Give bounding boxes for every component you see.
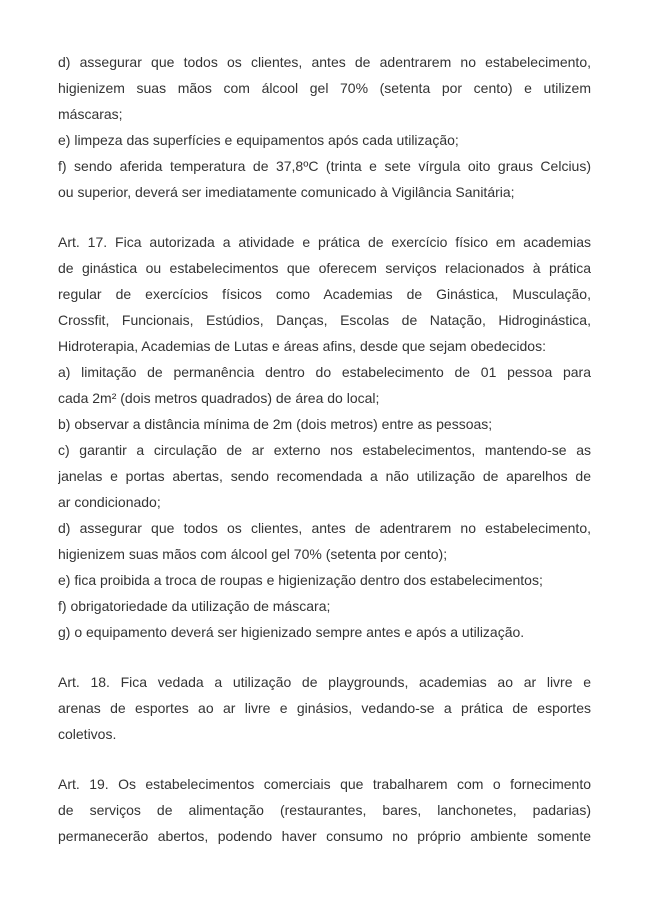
text-line: a) limitação de permanência dentro do estabelecimento de 01 pessoa para	[58, 364, 591, 380]
text-line: ar condicionado;	[58, 494, 161, 510]
text-line: Art. 19. Os estabelecimentos comerciais que trabalharem com o fornecimento	[58, 776, 591, 792]
document-body	[58, 49, 591, 849]
text-line: ou superior, deverá ser imediatamente comunicado à Vigilância Sanitária;	[58, 184, 515, 200]
text-line: higienizem suas mãos com álcool gel 70% (setenta por cento);	[58, 546, 448, 562]
paragraph-art16-item-e	[58, 127, 591, 153]
paragraph-art16-item-f	[58, 153, 591, 205]
text-line: e) fica proibida a troca de roupas e higienização dentro dos estabelecimentos;	[58, 572, 543, 588]
paragraph-art17-item-f	[58, 593, 591, 619]
paragraph-art17-item-g	[58, 619, 591, 645]
text-line: coletivos.	[58, 726, 117, 742]
text-line: de ginástica ou estabelecimentos que oferecem serviços relacionados à prática	[58, 260, 591, 276]
text-line: c) garantir a circulação de ar externo nos estabelecimentos, mantendo-se as	[58, 442, 591, 458]
text-line: g) o equipamento deverá ser higienizado sempre antes e após a utilização.	[58, 624, 525, 640]
text-line: arenas de esportes ao ar livre e ginásios, vedando-se a prática de esportes	[58, 700, 591, 716]
paragraph-art17-item-c	[58, 437, 591, 515]
paragraph-art17-item-a	[58, 359, 591, 411]
text-line: Hidroterapia, Academias de Lutas e áreas afins, desde que sejam obedecidos:	[58, 338, 546, 354]
text-line: e) limpeza das superfícies e equipamentos após cada utilização;	[58, 132, 459, 148]
text-line: permanecerão abertos, podendo haver consumo no próprio ambiente somente	[58, 828, 591, 844]
paragraph-art17-item-e	[58, 567, 591, 593]
paragraph-art-19-caput	[58, 771, 591, 849]
paragraph-art16-item-d	[58, 49, 591, 127]
paragraph-art-17-caput	[58, 229, 591, 359]
paragraph-art17-item-d	[58, 515, 591, 567]
text-line: Crossfit, Funcionais, Estúdios, Danças, Escolas de Natação, Hidroginástica,	[58, 312, 591, 328]
text-line: de serviços de alimentação (restaurantes, bares, lanchonetes, padarias)	[58, 802, 591, 818]
text-line: regular de exercícios físicos como Academias de Ginástica, Musculação,	[58, 286, 591, 302]
text-line: Art. 17. Fica autorizada a atividade e prática de exercício físico em academias	[58, 234, 591, 250]
text-line: f) sendo aferida temperatura de 37,8ºC (trinta e sete vírgula oito graus Celcius)	[58, 158, 591, 174]
text-line: cada 2m² (dois metros quadrados) de área do local;	[58, 390, 380, 406]
text-line: f) obrigatoriedade da utilização de máscara;	[58, 598, 331, 614]
text-line: higienizem suas mãos com álcool gel 70% (setenta por cento) e utilizem	[58, 80, 591, 96]
paragraph-art17-item-b	[58, 411, 591, 437]
text-line: máscaras;	[58, 106, 123, 122]
text-line: janelas e portas abertas, sendo recomendada a não utilização de aparelhos de	[58, 468, 591, 484]
paragraph-art-18-caput	[58, 669, 591, 747]
text-line: Art. 18. Fica vedada a utilização de playgrounds, academias ao ar livre e	[58, 674, 591, 690]
text-line: b) observar a distância mínima de 2m (dois metros) entre as pessoas;	[58, 416, 493, 432]
text-line: d) assegurar que todos os clientes, antes de adentrarem no estabelecimento,	[58, 54, 591, 70]
text-line: d) assegurar que todos os clientes, antes de adentrarem no estabelecimento,	[58, 520, 591, 536]
